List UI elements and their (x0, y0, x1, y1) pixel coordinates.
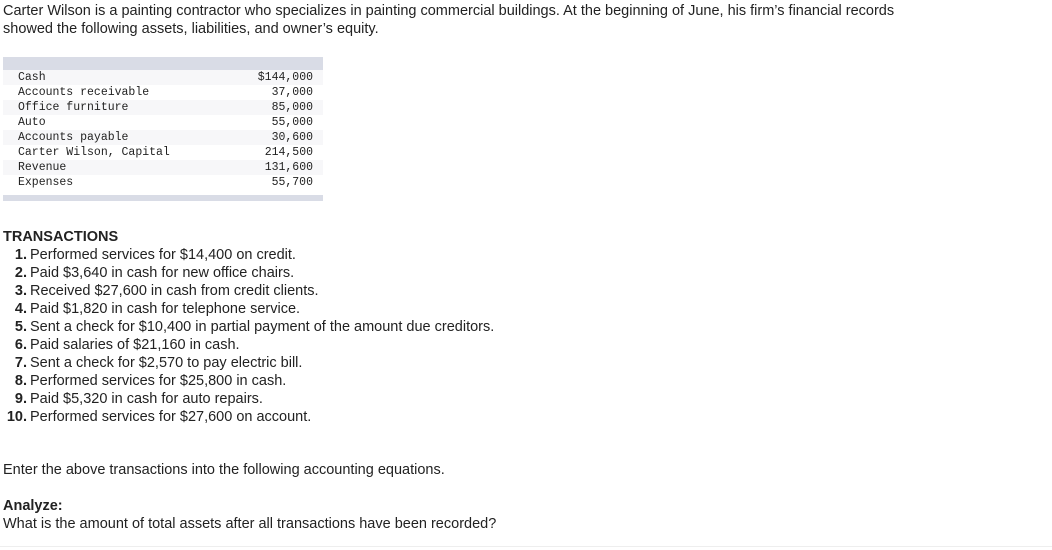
transaction-item (3, 264, 494, 282)
table-row (3, 175, 323, 190)
transaction-text: Paid salaries of $21,160 in cash. (30, 337, 240, 353)
table-row (3, 100, 323, 115)
account-label: Expenses (18, 176, 74, 189)
transaction-item (3, 372, 494, 390)
table-row (3, 115, 323, 130)
table-row (3, 70, 323, 85)
transaction-number: 1. (14, 247, 27, 263)
transaction-item (3, 300, 494, 318)
account-value: 131,600 (264, 161, 313, 174)
transactions-title: TRANSACTIONS (3, 229, 119, 245)
account-value: 55,700 (271, 176, 313, 189)
account-label: Cash (18, 71, 46, 84)
transaction-text: Performed services for $14,400 on credit. (30, 247, 296, 263)
transaction-text: Received $27,600 in cash from credit clients. (30, 283, 319, 299)
table-row (3, 160, 323, 175)
transaction-item (3, 336, 494, 354)
transaction-text: Paid $3,640 in cash for new office chairs. (30, 265, 295, 281)
account-value: 55,000 (271, 116, 313, 129)
transaction-number: 5. (14, 319, 27, 335)
divider (0, 546, 1052, 547)
balances-table (3, 57, 323, 201)
transaction-text: Paid $5,320 in cash for auto repairs. (30, 391, 263, 407)
transactions-section (3, 228, 494, 426)
transaction-number: 2. (14, 265, 27, 281)
transaction-text: Performed services for $25,800 in cash. (30, 373, 287, 389)
transaction-number: 4. (14, 301, 27, 317)
transaction-text: Sent a check for $2,570 to pay electric bill. (30, 355, 303, 371)
table-header-band (3, 57, 323, 70)
transaction-number: 3. (14, 283, 27, 299)
transaction-text: Performed services for $27,600 on account. (30, 409, 312, 425)
table-row (3, 130, 323, 145)
transaction-text: Sent a check for $10,400 in partial payment of the amount due creditors. (30, 319, 495, 335)
intro-paragraph: Carter Wilson is a painting contractor who specializes in painting commercial buildings. At the beginning of June, his firm’s financial records showed the following assets, liabilities, and owner’s equity. (3, 3, 895, 37)
transaction-item (3, 390, 494, 408)
transaction-number: 7. (14, 355, 27, 371)
instruction-text: Enter the above transactions into the following accounting equations. (3, 462, 445, 478)
account-label: Office furniture (18, 101, 129, 114)
transaction-item (3, 354, 494, 372)
transaction-item (3, 246, 494, 264)
transaction-item (3, 318, 494, 336)
account-value: $144,000 (257, 71, 313, 84)
transaction-number: 8. (14, 373, 27, 389)
table-row (3, 145, 323, 160)
transaction-item (3, 408, 494, 426)
question-text: What is the amount of total assets after all transactions have been recorded? (3, 516, 497, 532)
account-label: Accounts receivable (18, 86, 150, 99)
account-value: 30,600 (271, 131, 313, 144)
transaction-number: 9. (14, 391, 27, 407)
account-value: 85,000 (271, 101, 313, 114)
transaction-number: 6. (14, 337, 27, 353)
transaction-item (3, 282, 494, 300)
transaction-text: Paid $1,820 in cash for telephone service. (30, 301, 301, 317)
account-value: 37,000 (271, 86, 313, 99)
table-row (3, 85, 323, 100)
account-label: Accounts payable (18, 131, 129, 144)
account-label: Revenue (18, 161, 67, 174)
analyze-label: Analyze: (3, 498, 63, 514)
transaction-number: 10. (6, 409, 27, 425)
account-value: 214,500 (264, 146, 313, 159)
account-label: Carter Wilson, Capital (18, 146, 170, 159)
table-footer-band (3, 195, 323, 201)
account-label: Auto (18, 116, 46, 129)
